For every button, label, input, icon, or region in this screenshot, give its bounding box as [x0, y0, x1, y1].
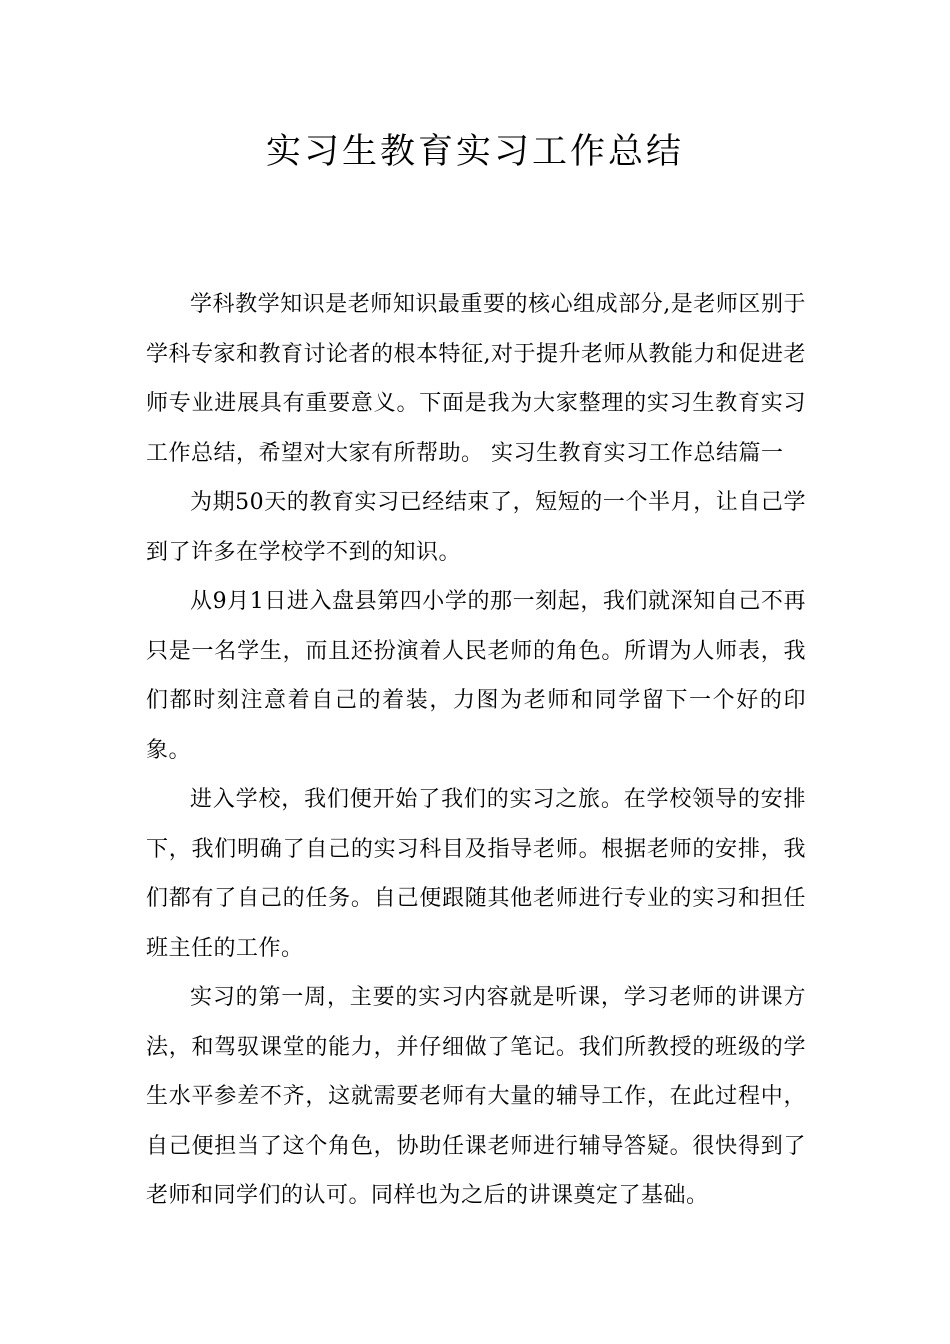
document-body [146, 280, 806, 1221]
paragraph-intro: 学科教学知识是老师知识最重要的核心组成部分,是老师区别于学科专家和教育讨论者的根本特征,对于提升老师从教能力和促进老师专业进展具有重要意义。下面是我为大家整理的实习生教育实习工作总结，希望对大家有所帮助。 实习生教育实习工作总结篇一 [146, 292, 806, 466]
paragraph-school-entry: 进入学校，我们便开始了我们的实习之旅。在学校领导的安排下，我们明确了自己的实习科目及指导老师。根据老师的安排，我们都有了自己的任务。自己便跟随其他老师进行专业的实习和担任班主任的工作。 [146, 787, 806, 961]
document-title: 实习生教育实习工作总结 [265, 132, 684, 172]
paragraph-duration: 为期50天的教育实习已经结束了，短短的一个半月，让自己学到了许多在学校学不到的知识。 [146, 490, 806, 565]
paragraph-arrival: 从9月1日进入盘县第四小学的那一刻起，我们就深知自己不再只是一名学生，而且还扮演着人民老师的角色。所谓为人师表，我们都时刻注意着自己的着装，力图为老师和同学留下一个好的印象。 [146, 589, 806, 763]
paragraph-first-week: 实习的第一周，主要的实习内容就是听课，学习老师的讲课方法，和驾驭课堂的能力，并仔细做了笔记。我们所教授的班级的学生水平参差不齐，这就需要老师有大量的辅导工作，在此过程中，自己便担当了这个角色，协助任课老师进行辅导答疑。很快得到了老师和同学们的认可。同样也为之后的讲课奠定了基础。 [146, 985, 806, 1208]
